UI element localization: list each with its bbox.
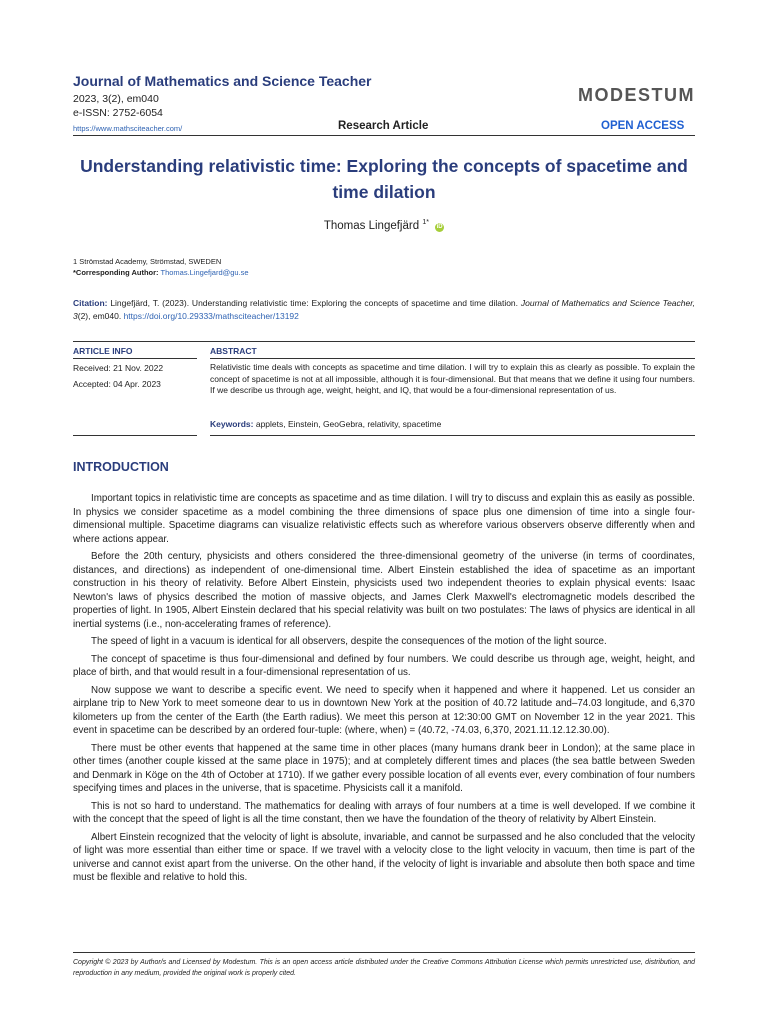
abstract-heading: ABSTRACT bbox=[210, 346, 257, 356]
open-access-label: OPEN ACCESS bbox=[601, 120, 685, 132]
paragraph: Now suppose we want to describe a specific event. We need to specify when it happened and where it happened. Let us consider an airplane trip to New York to meet someone dear to us in downtown New York at the position of 40.72 latitude and–74.03 longitude, and 6,370 kilometers up from the center of the Earth (the Earth radius). We meet this person at 12:30:00 GMT on November 12 in the year 2021. This event in spacetime can be described by an ordered four-tuple: (where, when) = (40.72, -74.03, 6,370, 2021.11.12.12.30.00). bbox=[73, 684, 695, 736]
affiliation-block bbox=[73, 256, 249, 278]
abstract-header-rule bbox=[210, 358, 695, 359]
author-line bbox=[73, 219, 695, 232]
orcid-icon[interactable]: iD bbox=[436, 223, 443, 230]
abstract-text: Relativistic time deals with concepts as spacetime and time dilation. I will try to explain this as clearly as possible. To explain the concept of spacetime is not at all impossible, although it is four-dimensional. But that means that we define it using four numbers. If we describe us through age, weight, height, and IQ, that would be a four-dimensional representation of us. bbox=[210, 362, 695, 395]
citation-block bbox=[73, 297, 695, 323]
citation-doi-link[interactable]: https://doi.org/10.29333/mathsciteacher/13192 bbox=[123, 311, 299, 321]
journal-url-link[interactable]: https://www.mathsciteacher.com/ bbox=[73, 124, 183, 133]
paragraph: This is not so hard to understand. The mathematics for dealing with arrays of four numbers at a time is well developed. If we combine it with the concept that the speed of light is all the time constant, then we have the foundation of the theory of relativity by Albert Einstein. bbox=[73, 800, 695, 825]
paragraph: The speed of light in a vacuum is identical for all observers, despite the consequences of the motion of the light source. bbox=[91, 636, 607, 647]
publisher-logo: MODESTUM bbox=[578, 85, 695, 105]
issn-line: e-ISSN: 2752-6054 bbox=[73, 107, 163, 119]
author-name: Thomas Lingefjärd bbox=[323, 219, 420, 232]
received-date: Received: 21 Nov. 2022 bbox=[73, 363, 164, 373]
footer-divider bbox=[73, 952, 695, 953]
citation-text: Lingefjärd, T. (2023). Understanding relativistic time: Exploring the concepts of spacetime and time dilation. bbox=[110, 298, 519, 308]
article-title: Understanding relativistic time: Exploring the concepts of spacetime and time dilation bbox=[80, 156, 688, 202]
volume-line: 2023, 3(2), em040 bbox=[73, 93, 159, 105]
corresponding-author-label: *Corresponding Author: bbox=[73, 268, 159, 277]
paragraph: Important topics in relativistic time are concepts as spacetime and as time dilation. I will try to discuss and explain this as easily as possible. In physics we consider spacetime as a model combining the three dimensions of space plus one dimension of time into a single four-dimensional multiple. Spacetime diagrams can visualize relativistic effects such as wherefore various observers observe differently when and where actions appear. bbox=[73, 493, 695, 545]
header-divider bbox=[73, 135, 695, 136]
paragraph: Before the 20th century, physicists and others considered the three-dimensional geometry of the universe (in terms of coordinates, distances, and directions) as independent of one-dimensional time. Albert Einstein established the idea of spacetime as an important construction in his theory of relativity. Before Albert Einstein, physicists used two independent theories to explain physical events: Isaac Newton's laws of physics described the motion of massive objects, and James Clerk Maxwell's electromagnetic models described the properties of light. In 1905, Albert Einstein declared that his special relativity was built on two postulates: The laws of physics are identical in all inertial systems (i.e., non-accelerating frames of reference). bbox=[73, 551, 695, 630]
journal-title[interactable]: Journal of Mathematics and Science Teacher bbox=[73, 73, 372, 89]
info-header-rule bbox=[73, 358, 197, 359]
citation-issue: (2), em040. bbox=[77, 311, 122, 321]
affiliation-line: 1 Strömstad Academy, Strömstad, SWEDEN bbox=[73, 257, 222, 266]
info-bottom-rule bbox=[73, 435, 197, 436]
introduction-heading: INTRODUCTION bbox=[73, 460, 169, 474]
keywords-list: applets, Einstein, GeoGebra, relativity, spacetime bbox=[255, 419, 442, 429]
article-info-heading: ARTICLE INFO bbox=[73, 346, 133, 356]
accepted-date: Accepted: 04 Apr. 2023 bbox=[73, 379, 161, 389]
journal-header bbox=[73, 73, 695, 137]
citation-label: Citation: bbox=[73, 298, 108, 308]
paragraph: There must be other events that happened at the same time in other places (many humans drank beer in London); at the same place in other times (another couple kissed at the same place in 1975); and at completely different times and places (the sea battle between Sweden and Denmark in Köge on the 4th of October at 1710). If we gather every possible location of all events ever, every combination of four numbers specifying times and places in the universe, that is spacetime. Physicists call it a manifold. bbox=[73, 742, 695, 794]
info-top-rule bbox=[73, 341, 695, 342]
citation-journal: Journal of Mathematics and Science Teacher, 3 bbox=[73, 298, 695, 321]
corresponding-email-link[interactable]: Thomas.Lingefjard@gu.se bbox=[160, 268, 249, 277]
paragraph: Albert Einstein recognized that the velocity of light is absolute, invariable, and cannot be surpassed and he also concluded that the velocity of light was more essential than either time or space. If we travel with a velocity close to the light velocity in vacuum, then time is part of the universe and cannot exist apart from the universe. On the other hand, if the velocity of light is invariable and absolute then both space and time must be flexible and relative to hold this. bbox=[73, 831, 695, 883]
keywords-line bbox=[210, 419, 695, 429]
copyright-footer: Copyright © 2023 by Author/s and Licensed by Modestum. This is an open access article distributed under the Creative Commons Attribution License which permits unrestricted use, distribution, and reproduction in any medium, provided the original work is properly cited. bbox=[73, 959, 695, 977]
author-marks: 1* bbox=[422, 219, 429, 226]
introduction-body bbox=[73, 492, 695, 889]
paragraph: The concept of spacetime is thus four-dimensional and defined by four numbers. We could describe us through age, weight, height, and place of birth, and that would result in a four-dimensional representation of us. bbox=[73, 653, 695, 678]
keywords-label: Keywords: bbox=[210, 419, 254, 429]
abstract-bottom-rule bbox=[210, 435, 695, 436]
article-type-label: Research Article bbox=[338, 120, 429, 132]
